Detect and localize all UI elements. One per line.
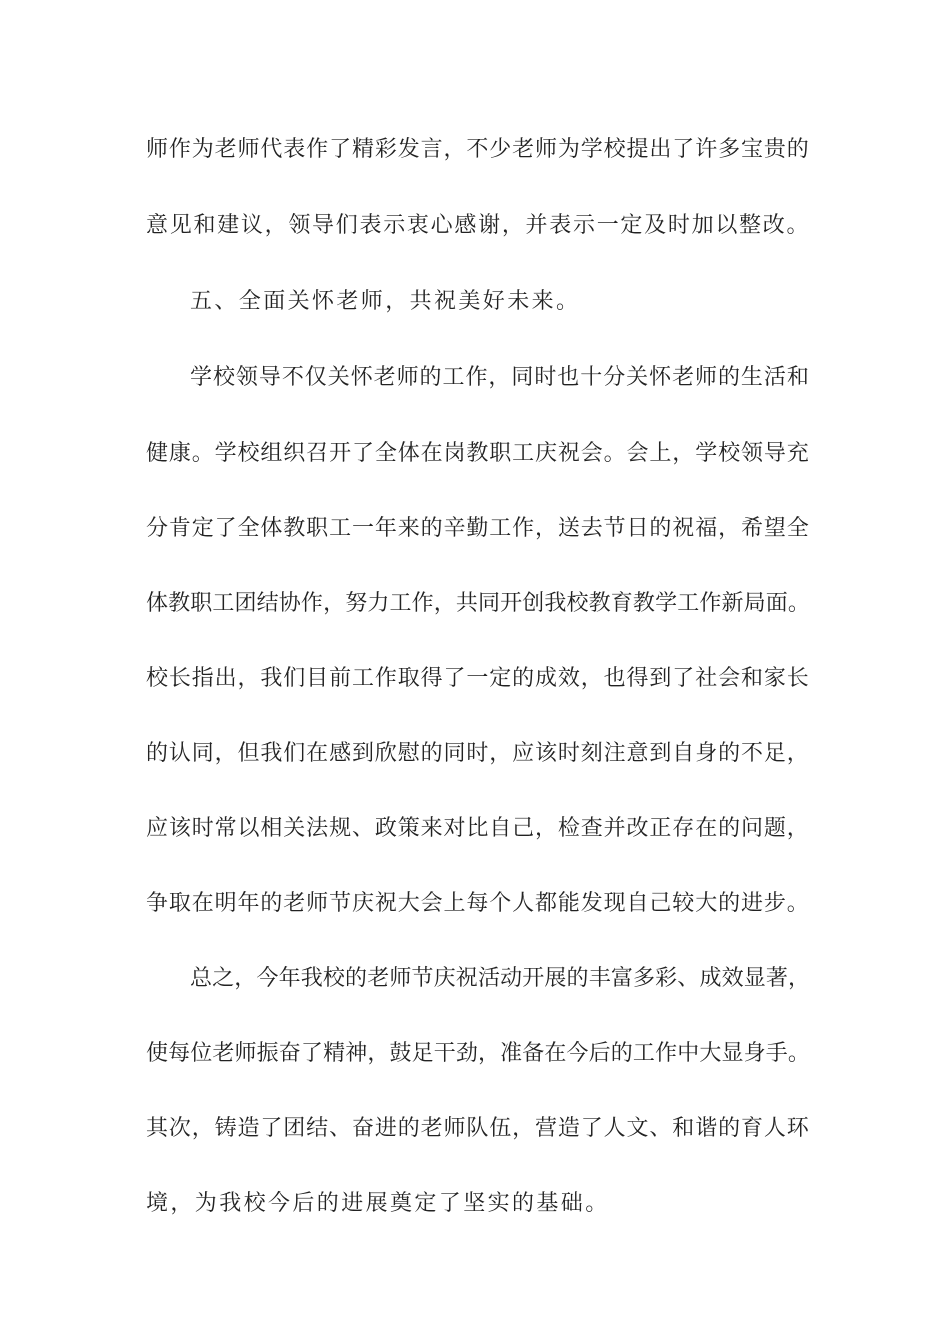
section-heading-five: 五、全面关怀老师，共祝美好未来。 — [190, 289, 581, 314]
text-line-8: 校长指出，我们目前工作取得了一定的成效，也得到了社会和家长 — [146, 666, 810, 691]
text-line-6: 分肯定了全体教职工一年来的辛勤工作，送去节日的祝福，希望全 — [146, 516, 810, 541]
text-line-9: 的认同，但我们在感到欣慰的同时，应该时刻注意到自身的不足， — [146, 741, 810, 766]
text-line-1: 师作为老师代表作了精彩发言，不少老师为学校提出了许多宝贵的 — [146, 137, 810, 162]
text-line-14: 其次，铸造了团结、奋进的老师队伍，营造了人文、和谐的育人环 — [146, 1116, 810, 1141]
text-line-15: 境，为我校今后的进展奠定了坚实的基础。 — [146, 1191, 610, 1216]
text-line-10: 应该时常以相关法规、政策来对比自己，检查并改正存在的问题， — [146, 816, 810, 841]
text-line-4: 学校领导不仅关怀老师的工作，同时也十分关怀老师的生活和 — [190, 365, 810, 390]
text-line-2: 意见和建议，领导们表示衷心感谢，并表示一定及时加以整改。 — [146, 213, 811, 238]
text-line-11: 争取在明年的老师节庆祝大会上每个人都能发现自己较大的进步。 — [146, 891, 810, 916]
text-line-13: 使每位老师振奋了精神，鼓足干劲，准备在今后的工作中大显身手。 — [146, 1041, 811, 1066]
text-line-5: 健康。学校组织召开了全体在岗教职工庆祝会。会上，学校领导充 — [146, 441, 810, 466]
text-line-12: 总之，今年我校的老师节庆祝活动开展的丰富多彩、成效显著， — [190, 966, 811, 991]
text-line-7: 体教职工团结协作，努力工作，共同开创我校教育教学工作新局面。 — [146, 591, 811, 616]
